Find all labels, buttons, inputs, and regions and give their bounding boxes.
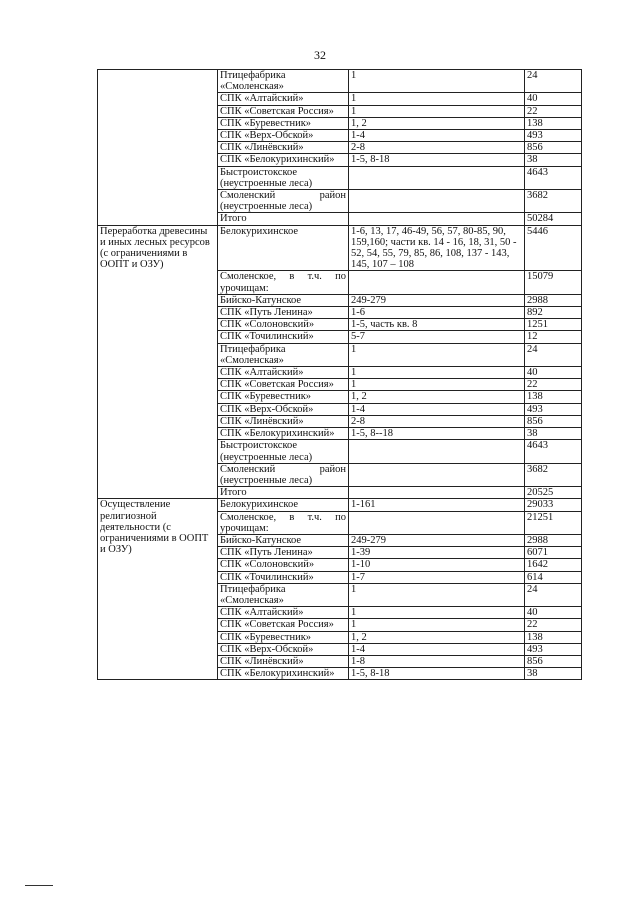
forest-name-cell: СПК «Линёвский» [218, 142, 349, 154]
quarters-cell: 1-7 [349, 571, 525, 583]
quarters-cell: 5-7 [349, 331, 525, 343]
area-cell: 24 [525, 343, 582, 366]
quarters-cell: 1 [349, 367, 525, 379]
forest-name-cell: Птицефабрика «Смоленская» [218, 70, 349, 93]
area-cell: 2988 [525, 534, 582, 546]
forest-name-cell: Быстроистокское (неустроенные леса) [218, 166, 349, 189]
quarters-cell: 1 [349, 379, 525, 391]
quarters-cell: 1-5, 8-18 [349, 154, 525, 166]
area-cell: 138 [525, 391, 582, 403]
forest-name-cell: СПК «Алтайский» [218, 93, 349, 105]
area-cell: 22 [525, 105, 582, 117]
area-cell: 21251 [525, 511, 582, 534]
forest-name-cell: СПК «Буревестник» [218, 117, 349, 129]
forest-name-cell: СПК «Линёвский» [218, 655, 349, 667]
quarters-cell [349, 511, 525, 534]
quarters-cell: 249-279 [349, 534, 525, 546]
area-cell: 29033 [525, 499, 582, 511]
quarters-cell: 1 [349, 105, 525, 117]
area-cell: 493 [525, 403, 582, 415]
area-cell: 2988 [525, 294, 582, 306]
table-row [98, 70, 582, 93]
area-cell: 38 [525, 154, 582, 166]
forest-name-cell: Птицефабрика «Смоленская» [218, 343, 349, 366]
quarters-cell: 1-4 [349, 403, 525, 415]
area-cell: 3682 [525, 463, 582, 486]
quarters-cell [349, 190, 525, 213]
forest-name-cell: СПК «Советская Россия» [218, 105, 349, 117]
forest-name-cell: СПК «Солоновский» [218, 559, 349, 571]
table-row [98, 499, 582, 511]
forest-name-cell: СПК «Белокурихинский» [218, 428, 349, 440]
forest-name-cell: СПК «Линёвский» [218, 415, 349, 427]
area-cell: 40 [525, 607, 582, 619]
activity-cell: Осуществление религиозной деятельности (с ограничениями в ООПТ и ОЗУ) [98, 499, 218, 680]
area-cell: 5446 [525, 225, 582, 271]
area-cell: 138 [525, 117, 582, 129]
quarters-cell: 1 [349, 70, 525, 93]
quarters-cell: 1-39 [349, 547, 525, 559]
area-cell: 1251 [525, 319, 582, 331]
quarters-cell [349, 440, 525, 463]
quarters-cell: 2-8 [349, 415, 525, 427]
forest-name-cell: Бийско-Катунское [218, 534, 349, 546]
area-cell: 3682 [525, 190, 582, 213]
area-cell: 856 [525, 415, 582, 427]
area-cell: 138 [525, 631, 582, 643]
area-cell: 40 [525, 93, 582, 105]
area-cell: 856 [525, 655, 582, 667]
forest-name-cell: СПК «Путь Ленина» [218, 307, 349, 319]
quarters-cell [349, 166, 525, 189]
quarters-cell: 1-4 [349, 130, 525, 142]
activity-cell: Переработка древесины и иных лесных ресурсов (с ограничениями в ООПТ и ОЗУ) [98, 225, 218, 499]
forest-name-cell: СПК «Советская Россия» [218, 379, 349, 391]
quarters-cell: 1-6, 13, 17, 46-49, 56, 57, 80-85, 90, 159,160; части кв. 14 - 16, 18, 31, 50 - 52, 54, 55, 79, 85, 86, 108, 137 - 143, 145, 107 – 108 [349, 225, 525, 271]
forest-name-cell: СПК «Советская Россия» [218, 619, 349, 631]
quarters-cell: 1 [349, 619, 525, 631]
area-cell: 6071 [525, 547, 582, 559]
area-cell: 493 [525, 643, 582, 655]
area-cell: 4643 [525, 440, 582, 463]
area-cell: 4643 [525, 166, 582, 189]
area-cell: 22 [525, 379, 582, 391]
area-cell: 12 [525, 331, 582, 343]
quarters-cell [349, 213, 525, 225]
quarters-cell: 1-8 [349, 655, 525, 667]
forest-name-cell: СПК «Белокурихинский» [218, 154, 349, 166]
page-number: 32 [314, 48, 326, 62]
quarters-cell [349, 487, 525, 499]
area-cell: 40 [525, 367, 582, 379]
forest-name-cell: Белокурихинское [218, 225, 349, 271]
forest-name-cell: Быстроистокское (неустроенные леса) [218, 440, 349, 463]
area-cell: 1642 [525, 559, 582, 571]
forest-name-cell: СПК «Солоновский» [218, 319, 349, 331]
area-cell: 38 [525, 668, 582, 680]
quarters-cell: 1 [349, 607, 525, 619]
quarters-cell: 1, 2 [349, 631, 525, 643]
forest-name-cell: СПК «Верх-Обской» [218, 403, 349, 415]
quarters-cell: 1-10 [349, 559, 525, 571]
area-cell: 20525 [525, 487, 582, 499]
forest-name-cell: СПК «Точилинский» [218, 331, 349, 343]
area-cell: 493 [525, 130, 582, 142]
quarters-cell: 249-279 [349, 294, 525, 306]
quarters-cell: 1-5, 8-18 [349, 668, 525, 680]
area-cell: 22 [525, 619, 582, 631]
forest-name-cell: Смоленский район (неустроенные леса) [218, 190, 349, 213]
quarters-cell: 1-5, часть кв. 8 [349, 319, 525, 331]
forest-name-cell: Белокурихинское [218, 499, 349, 511]
area-cell: 38 [525, 428, 582, 440]
quarters-cell: 1 [349, 583, 525, 606]
forest-name-cell: СПК «Алтайский» [218, 367, 349, 379]
forest-name-cell: Итого [218, 487, 349, 499]
forest-name-cell: СПК «Алтайский» [218, 607, 349, 619]
quarters-cell: 1-6 [349, 307, 525, 319]
forest-name-cell: Смоленское, в т.ч. по урочищам: [218, 271, 349, 294]
forest-name-cell: СПК «Верх-Обской» [218, 643, 349, 655]
area-cell: 15079 [525, 271, 582, 294]
forest-name-cell: СПК «Белокурихинский» [218, 668, 349, 680]
forest-name-cell: Птицефабрика «Смоленская» [218, 583, 349, 606]
area-cell: 24 [525, 583, 582, 606]
quarters-cell: 1-4 [349, 643, 525, 655]
forest-name-cell: Смоленское, в т.ч. по урочищам: [218, 511, 349, 534]
forest-use-table [97, 69, 582, 680]
area-cell: 856 [525, 142, 582, 154]
forest-name-cell: Смоленский район (неустроенные леса) [218, 463, 349, 486]
activity-cell [98, 70, 218, 226]
quarters-cell: 1, 2 [349, 391, 525, 403]
forest-name-cell: СПК «Буревестник» [218, 391, 349, 403]
quarters-cell [349, 463, 525, 486]
area-cell: 50284 [525, 213, 582, 225]
forest-name-cell: СПК «Точилинский» [218, 571, 349, 583]
quarters-cell: 1-161 [349, 499, 525, 511]
quarters-cell: 1 [349, 343, 525, 366]
quarters-cell: 1 [349, 93, 525, 105]
table-row [98, 225, 582, 271]
forest-name-cell: СПК «Буревестник» [218, 631, 349, 643]
forest-name-cell: Итого [218, 213, 349, 225]
forest-name-cell: Бийско-Катунское [218, 294, 349, 306]
quarters-cell [349, 271, 525, 294]
quarters-cell: 1-5, 8--18 [349, 428, 525, 440]
area-cell: 24 [525, 70, 582, 93]
area-cell: 892 [525, 307, 582, 319]
scan-mark [25, 885, 53, 886]
quarters-cell: 1, 2 [349, 117, 525, 129]
forest-name-cell: СПК «Путь Ленина» [218, 547, 349, 559]
area-cell: 614 [525, 571, 582, 583]
forest-name-cell: СПК «Верх-Обской» [218, 130, 349, 142]
quarters-cell: 2-8 [349, 142, 525, 154]
